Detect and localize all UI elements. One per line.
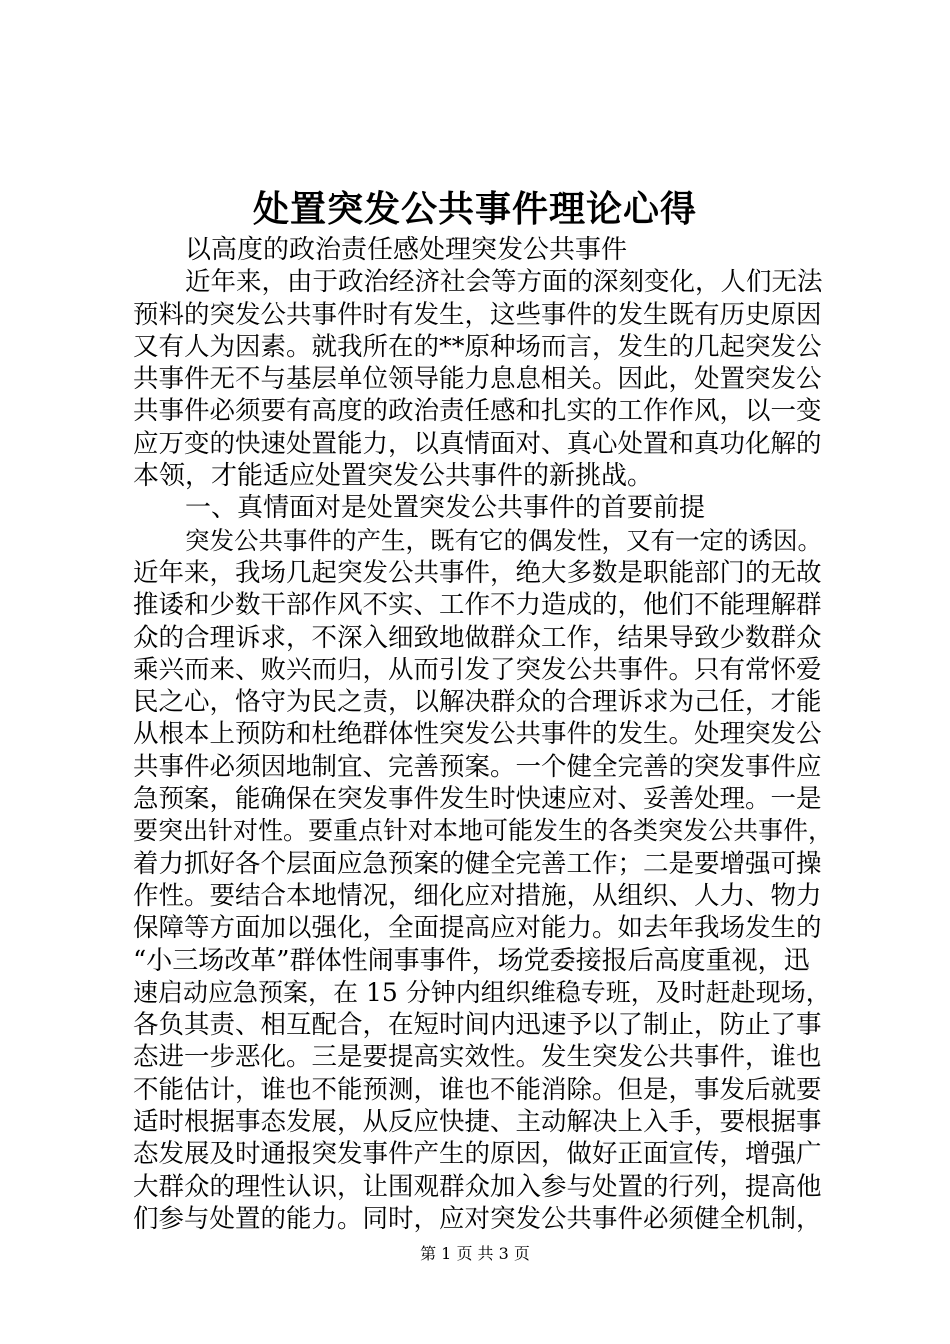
paragraph-line: 们参与处置的能力。同时，应对突发公共事件必须健全机制， [133,1203,822,1234]
paragraph-line: 乘兴而来、败兴而归，从而引发了突发公共事件。只有常怀爱 [133,654,822,685]
paragraph-line: 着力抓好各个层面应急预案的健全完善工作；二是要增强可操 [133,848,822,879]
paragraph-line: 急预案，能确保在突发事件发生时快速应对、妥善处理。一是 [133,784,822,815]
paragraph-line: 应万变的快速处置能力，以真情面对、真心处置和真功化解的 [133,428,822,459]
paragraph-line: 态发展及时通报突发事件产生的原因，做好正面宣传，增强广 [133,1139,822,1170]
paragraph-line: 要突出针对性。要重点针对本地可能发生的各类突发公共事件， [133,816,834,846]
section-heading: 一、真情面对是处置突发公共事件的首要前提 [185,493,706,524]
paragraph-line: 适时根据事态发展，从反应快捷、主动解决上入手，要根据事 [133,1107,822,1138]
document-title: 处置突发公共事件理论心得 [252,188,697,230]
paragraph-line: 不能估计，谁也不能预测，谁也不能消除。但是，事发后就要 [133,1074,822,1105]
document-body [133,234,833,1235]
paragraph-line: 共事件无不与基层单位领导能力息息相关。因此，处置突发公 [133,364,822,395]
paragraph-line: 突发公共事件的产生，既有它的偶发性，又有一定的诱因。 [185,525,822,555]
page-number-footer: 第 1 页 共 3 页 [420,1244,530,1263]
paragraph-line: 以高度的政治责任感处理突发公共事件 [185,235,628,265]
paragraph-line: 从根本上预防和杜绝群体性突发公共事件的发生。处理突发公 [133,719,822,750]
paragraph-line: 共事件必须因地制宜、完善预案。一个健全完善的突发事件应 [133,751,822,782]
paragraph-line: 保障等方面加以强化，全面提高应对能力。如去年我场发生的 [133,913,822,944]
paragraph-line: 作性。要结合本地情况，细化应对措施，从组织、人力、物力 [133,880,822,911]
paragraph-line: 推诿和少数干部作风不实、工作不力造成的，他们不能理解群 [133,590,822,621]
paragraph-line: 大群众的理性认识，让围观群众加入参与处置的行列，提高他 [133,1171,822,1202]
paragraph-line: 速启动应急预案，在 15 分钟内组织维稳专班，及时赶赴现场， [133,977,831,1007]
paragraph-line: 近年来，我场几起突发公共事件，绝大多数是职能部门的无故 [133,557,822,588]
paragraph-line: 本领，才能适应处置突发公共事件的新挑战。 [133,461,654,492]
paragraph-line: 各负其责、相互配合，在短时间内迅速予以了制止，防止了事 [133,1010,822,1041]
paragraph-line: 众的合理诉求，不深入细致地做群众工作，结果导致少数群众 [133,622,822,653]
paragraph-line: 态进一步恶化。三是要提高实效性。发生突发公共事件，谁也 [133,1042,822,1073]
paragraph-line: 又有人为因素。就我所在的**原种场而言，发生的几起突发公 [133,331,822,362]
paragraph-line: 民之心，恪守为民之责，以解决群众的合理诉求为己任，才能 [133,687,822,718]
paragraph-line: 近年来，由于政治经济社会等方面的深刻变化，人们无法 [185,267,823,298]
paragraph-line: 共事件必须要有高度的政治责任感和扎实的工作作风，以一变 [133,396,822,427]
paragraph-line: 预料的突发公共事件时有发生，这些事件的发生既有历史原因 [133,299,822,330]
paragraph-line: “小三场改革”群体性闹事事件，场党委接报后高度重视，迅 [133,945,810,976]
